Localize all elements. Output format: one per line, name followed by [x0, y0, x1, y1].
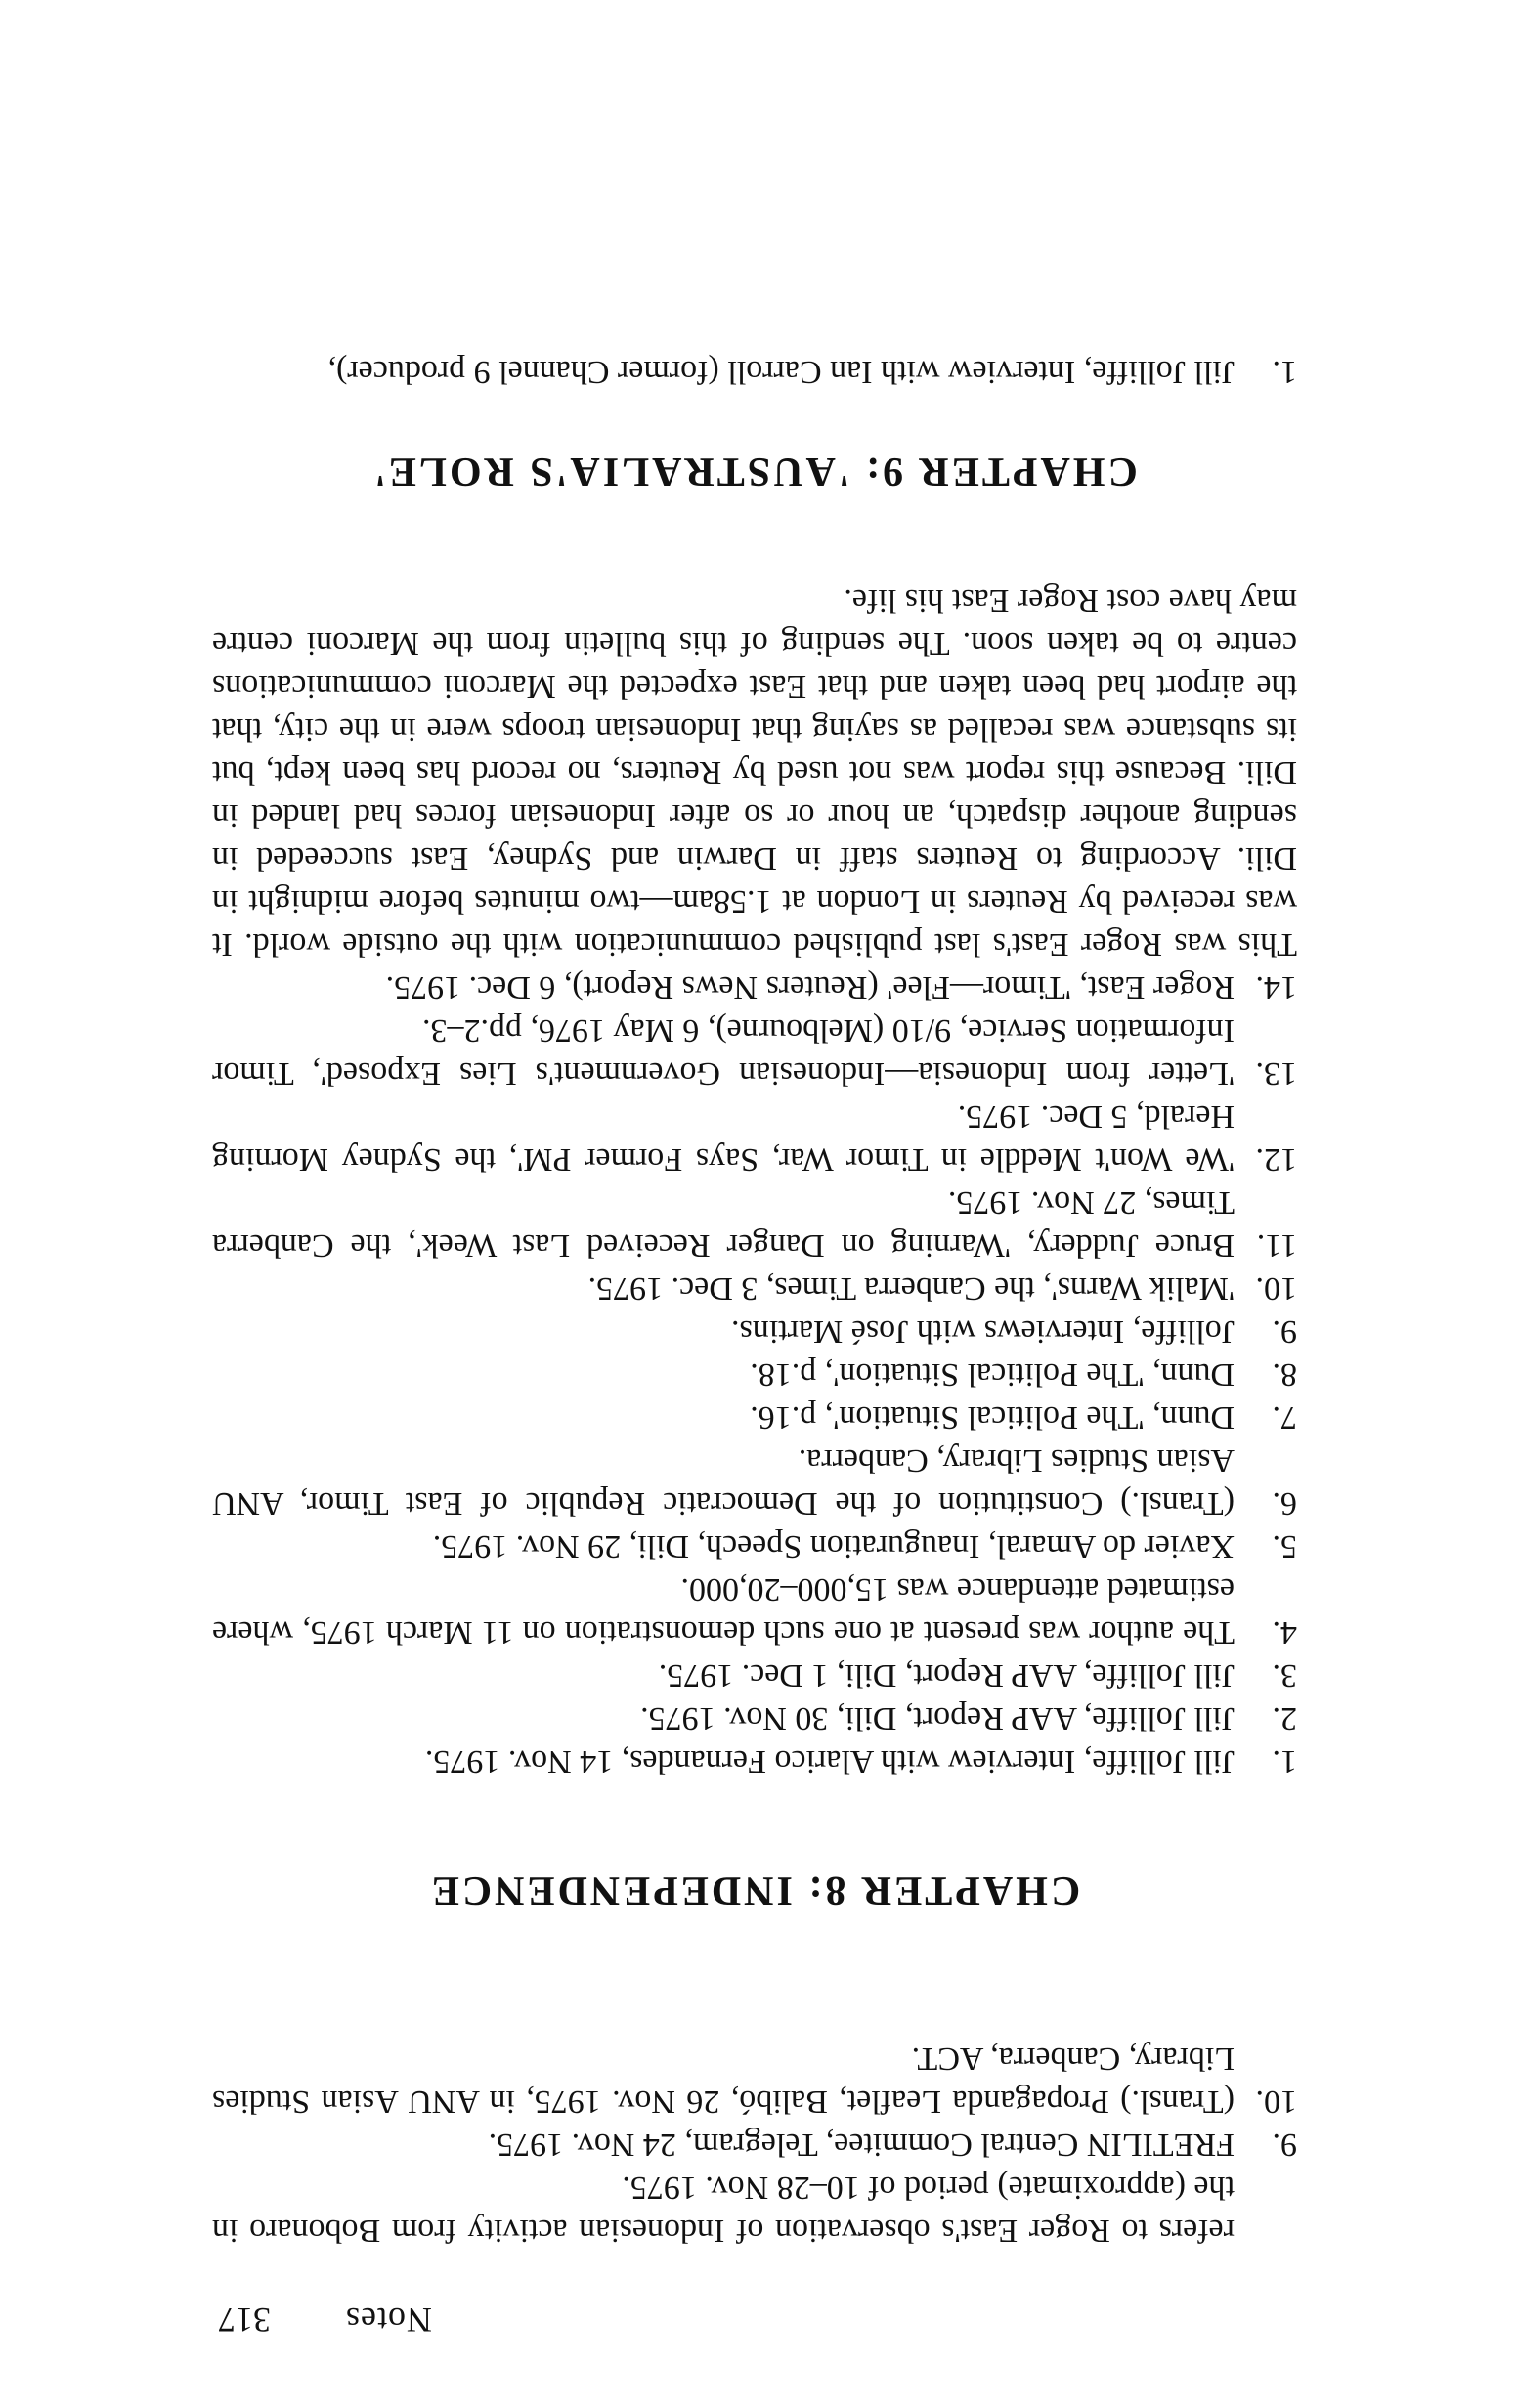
page-number: 317: [218, 2300, 271, 2340]
note-number: 9.: [1272, 1313, 1297, 1350]
note-number: 3.: [1272, 1657, 1297, 1694]
note-item: [212, 350, 1297, 393]
note-item: [212, 1181, 1297, 1267]
note-text: Bruce Juddery, 'Warning on Danger Received Last Week', the Canberra Times, 27 Nov. 1975.: [212, 1184, 1235, 1264]
note-number: 4.: [1272, 1614, 1297, 1651]
note-paragraph: This was Roger East's last published communication with the outside world. It was received by Reuters in London at 1.58am—two minutes before midnight in Dili. According to Reuters staff in Darwin and Sydney, East succeeded in sending another dispatch, an hour or so after Indonesian forces had landed in Dili. Because this report was not used by Reuters, no record has been kept, but its substance was recalled as saying that Indonesian troops were in the city, that the airport had been taken and that East expected the Marconi communications centre to be taken soon. The sending of this bulletin from the Marconi centre may have cost Roger East his life.: [212, 582, 1297, 963]
note-item: [212, 966, 1297, 1009]
note-text: (Transl.) Constitution of the Democratic Republic of East Timor, ANU Asian Studies Library, Canberra.: [212, 1442, 1235, 1522]
note-item: [212, 1310, 1297, 1353]
note-text: The author was present at one such demonstration on 11 March 1975, where estimated attendance was 15,000–20,000.: [212, 1571, 1235, 1651]
note-item: [212, 1740, 1297, 1783]
note-number: 8.: [1272, 1356, 1297, 1393]
running-title: Notes: [345, 2300, 432, 2340]
chapter-heading: CHAPTER 9: 'AUSTRALIA'S ROLE': [371, 449, 1138, 494]
note-text: Jill Jolliffe, Interview with Alarico Fernandes, 14 Nov. 1975.: [424, 1743, 1235, 1780]
note-item: [212, 1568, 1297, 1654]
note-number: 6.: [1272, 1485, 1297, 1522]
chapter-heading: CHAPTER 8: INDEPENDENCE: [428, 1868, 1081, 1913]
note-number: 1.: [1272, 1743, 1297, 1780]
note-text: 'We Won't Meddle in Timor War, Says Former PM', the Sydney Morning Herald, 5 Dec. 1975.: [212, 1098, 1235, 1178]
note-number: 7.: [1272, 1399, 1297, 1436]
note-number: 13.: [1255, 1055, 1297, 1092]
note-item: [212, 1267, 1297, 1310]
note-text: (Transl.) Propaganda Leaflet, Balibó, 26 Nov. 1975, in ANU Asian Studies Library, Canberra, ACT.: [212, 2041, 1235, 2120]
note-text: Jill Jolliffe, AAP Report, Dili, 30 Nov. 1975.: [640, 1700, 1235, 1737]
note-item: [212, 1654, 1297, 1697]
note-number: 1.: [1272, 354, 1297, 390]
note-number: 12.: [1255, 1141, 1297, 1178]
note-text: FRETILIN Central Commitee, Telegram, 24 Nov. 1975.: [488, 2127, 1235, 2163]
note-item: [212, 1697, 1297, 1740]
note-number: 9.: [1272, 2127, 1297, 2163]
note-number: 11.: [1256, 1227, 1297, 1264]
continued-note-text: refers to Roger East's observation of Indonesian activity from Bobonaro in the (approximate) period of 10–28 Nov. 1975.: [212, 2170, 1235, 2249]
note-item: [212, 1095, 1297, 1181]
note-text: Jill Jolliffe, Interview with Ian Carroll (former Channel 9 producer),: [327, 354, 1235, 390]
note-text: Dunn, 'The Political Situation', p.18.: [750, 1356, 1235, 1393]
note-text: 'Malik Warns', the Canberra Times, 3 Dec. 1975.: [587, 1270, 1235, 1307]
note-text: Jolliffe, Interviews with José Martins.: [731, 1313, 1235, 1350]
notes-content: [212, 350, 1297, 2252]
note-text: Jill Jolliffe, AAP Report, Dili, 1 Dec. 1975.: [658, 1657, 1235, 1694]
note-item: [212, 1009, 1297, 1095]
notes-list-chapter-8: [212, 966, 1297, 1783]
note-text: 'Letter from Indonesia—Indonesian Government's Lies Exposed', Timor Information Service, 9/10 (Melbourne), 6 May 1976, pp.2–3.: [212, 1012, 1235, 1092]
note-item: [212, 2123, 1297, 2166]
note-text: Roger East, 'Timor—Flee' (Reuters News Report), 6 Dec. 1975.: [385, 969, 1235, 1006]
note-item: [212, 1396, 1297, 1439]
note-number: 10.: [1255, 2084, 1297, 2120]
note-number: 5.: [1272, 1528, 1297, 1565]
note-number: 2.: [1272, 1700, 1297, 1737]
notes-list-chapter-9: [212, 350, 1297, 393]
note-item: [212, 1439, 1297, 1525]
note-text: Xavier do Amaral, Inauguration Speech, Dili, 29 Nov. 1975.: [432, 1528, 1235, 1565]
notes-list-previous-chapter: [212, 2037, 1297, 2166]
note-text: Dunn, 'The Political Situation', p.16.: [750, 1399, 1235, 1436]
page-header: [0, 2293, 1517, 2342]
note-number: 14.: [1255, 969, 1297, 1006]
note-number: 10.: [1255, 1270, 1297, 1307]
note-item: [212, 1353, 1297, 1396]
note-item: [212, 1525, 1297, 1568]
note-item: [212, 2037, 1297, 2123]
